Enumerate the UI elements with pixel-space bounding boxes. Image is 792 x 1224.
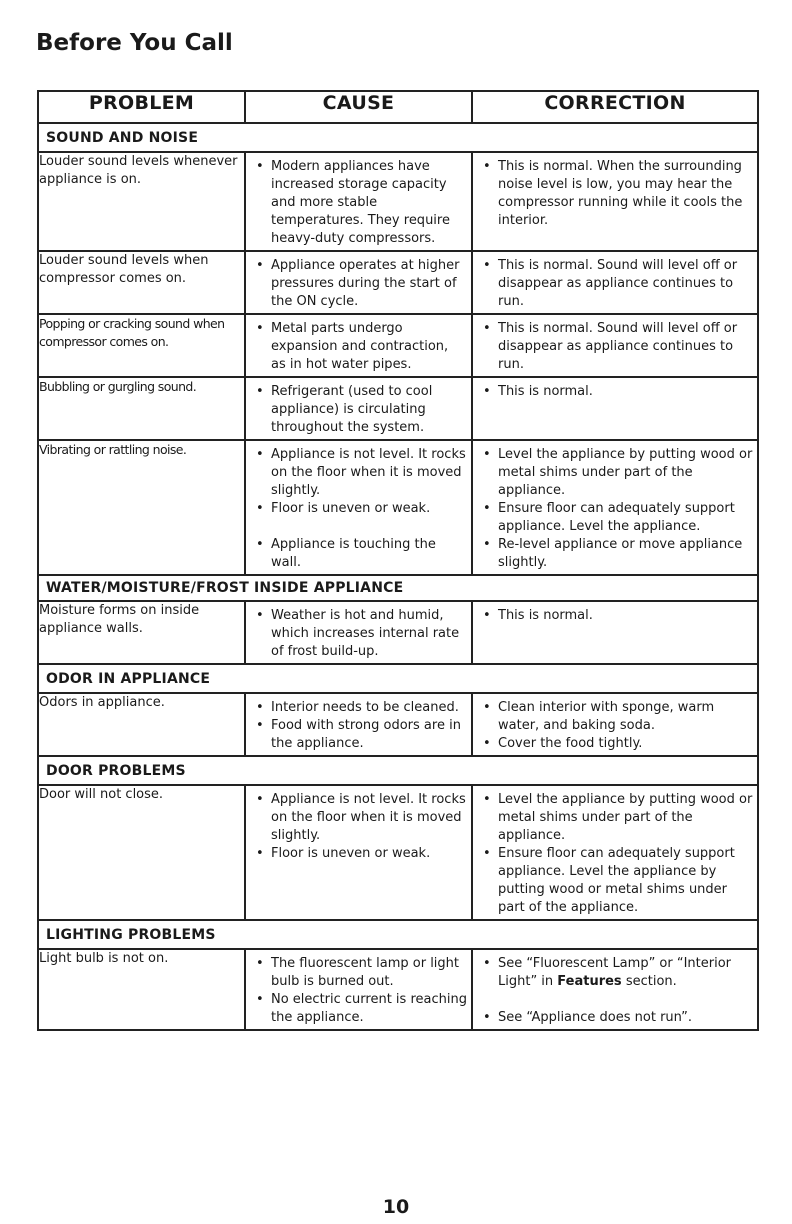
- header-correction: CORRECTION: [472, 91, 758, 123]
- table-row: [38, 377, 758, 440]
- correction-item: • Level the appliance by putting wood or metal shims under part of the appliance.: [481, 446, 753, 500]
- header-problem: PROBLEM: [38, 91, 245, 123]
- cause-item: • Refrigerant (used to cool appliance) is circulating throughout the system.: [254, 383, 467, 437]
- correction-item: • This is normal.: [481, 383, 753, 401]
- cause-item: • Metal parts undergo expansion and contraction, as in hot water pipes.: [254, 320, 467, 374]
- correction-cell: [472, 785, 758, 920]
- correction-text: section.: [621, 974, 677, 989]
- cause-cell: [245, 601, 472, 664]
- problem-cell: Moisture forms on inside appliance walls.: [38, 601, 245, 664]
- correction-cell: [472, 251, 758, 314]
- correction-cell: [472, 440, 758, 575]
- correction-cell: [472, 949, 758, 1030]
- correction-item: • Ensure floor can adequately support appliance. Level the appliance.: [481, 500, 753, 536]
- table-row: [38, 785, 758, 920]
- problem-cell: Light bulb is not on.: [38, 949, 245, 1030]
- cause-item: • Food with strong odors are in the appliance.: [254, 717, 467, 753]
- section-header-water: [38, 575, 758, 601]
- problem-cell: Vibrating or rattling noise.: [38, 440, 245, 575]
- section-title: LIGHTING PROBLEMS: [38, 920, 758, 949]
- table-row: [38, 314, 758, 377]
- correction-cell: [472, 377, 758, 440]
- cause-item: • Interior needs to be cleaned.: [254, 699, 467, 717]
- cause-cell: [245, 314, 472, 377]
- page-number: 10: [382, 1196, 410, 1218]
- cause-cell: [245, 440, 472, 575]
- table-row: [38, 251, 758, 314]
- cause-item: • Floor is uneven or weak.: [254, 845, 467, 863]
- cause-item: • The fluorescent lamp or light bulb is burned out.: [254, 955, 467, 991]
- section-title: DOOR PROBLEMS: [38, 756, 758, 785]
- correction-item: • This is normal.: [481, 607, 753, 625]
- correction-item: • Level the appliance by putting wood or metal shims under part of the appliance.: [481, 791, 753, 845]
- cause-cell: [245, 785, 472, 920]
- section-header-lighting: [38, 920, 758, 949]
- correction-item: • This is normal. Sound will level off or disappear as appliance continues to run.: [481, 257, 753, 311]
- correction-cell: [472, 152, 758, 251]
- section-header-sound: [38, 123, 758, 152]
- cause-item: • No electric current is reaching the appliance.: [254, 991, 467, 1027]
- section-header-odor: [38, 664, 758, 693]
- cause-item: • Appliance operates at higher pressures during the start of the ON cycle.: [254, 257, 467, 311]
- page-title: Before You Call: [36, 30, 233, 56]
- cause-cell: [245, 377, 472, 440]
- section-title: SOUND AND NOISE: [38, 123, 758, 152]
- cause-item: • Modern appliances have increased storage capacity and more stable temperatures. They require heavy-duty compressors.: [254, 158, 467, 248]
- correction-item: [481, 955, 753, 991]
- cause-cell: [245, 693, 472, 756]
- cause-cell: [245, 949, 472, 1030]
- header-cause: CAUSE: [245, 91, 472, 123]
- table-row: [38, 693, 758, 756]
- correction-item: • Re-level appliance or move appliance slightly.: [481, 536, 753, 572]
- cause-item: • Appliance is not level. It rocks on the floor when it is moved slightly.: [254, 446, 467, 500]
- section-title: WATER/MOISTURE/FROST INSIDE APPLIANCE: [38, 575, 758, 601]
- correction-item: • This is normal. When the surrounding noise level is low, you may hear the compressor running while it cools the interior.: [481, 158, 753, 230]
- correction-item: • Cover the food tightly.: [481, 735, 753, 753]
- problem-cell: Louder sound levels whenever appliance is on.: [38, 152, 245, 251]
- section-header-door: [38, 756, 758, 785]
- problem-cell: Louder sound levels when compressor comes on.: [38, 251, 245, 314]
- features-reference: Features: [557, 974, 622, 989]
- correction-item: • See “Appliance does not run”.: [481, 1009, 753, 1027]
- cause-item: • Weather is hot and humid, which increases internal rate of frost build-up.: [254, 607, 467, 661]
- correction-cell: [472, 601, 758, 664]
- correction-item: • This is normal. Sound will level off or disappear as appliance continues to run.: [481, 320, 753, 374]
- cause-item: • Appliance is not level. It rocks on the floor when it is moved slightly.: [254, 791, 467, 845]
- table-row: [38, 440, 758, 575]
- table-row: [38, 152, 758, 251]
- correction-text: See “Fluorescent Lamp” or “Interior Light” in: [498, 956, 732, 989]
- table-row: [38, 601, 758, 664]
- problem-cell: Odors in appliance.: [38, 693, 245, 756]
- cause-cell: [245, 251, 472, 314]
- correction-cell: [472, 314, 758, 377]
- problem-cell: Bubbling or gurgling sound.: [38, 377, 245, 440]
- table-row: [38, 949, 758, 1030]
- troubleshooting-table: [37, 90, 759, 1031]
- problem-cell: Door will not close.: [38, 785, 245, 920]
- correction-cell: [472, 693, 758, 756]
- problem-cell: Popping or cracking sound when compressor comes on.: [38, 314, 245, 377]
- table-header-row: [38, 91, 758, 123]
- correction-item: • Clean interior with sponge, warm water, and baking soda.: [481, 699, 753, 735]
- cause-cell: [245, 152, 472, 251]
- section-title: ODOR IN APPLIANCE: [38, 664, 758, 693]
- cause-item: • Appliance is touching the wall.: [254, 536, 467, 572]
- correction-item: • Ensure floor can adequately support appliance. Level the appliance by putting wood or metal shims under part of the appliance.: [481, 845, 753, 917]
- cause-item: • Floor is uneven or weak.: [254, 500, 467, 518]
